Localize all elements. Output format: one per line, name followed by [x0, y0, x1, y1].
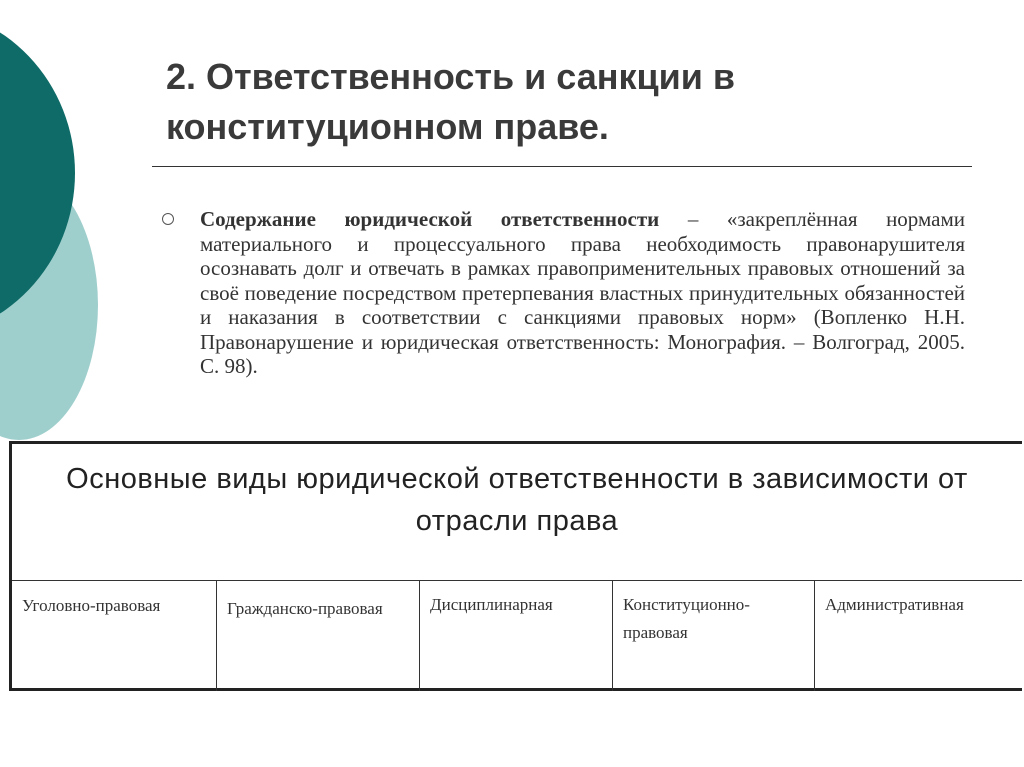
table-cell-criminal: Уголовно-правовая — [22, 596, 161, 615]
hollow-circle-bullet-icon — [162, 213, 174, 225]
table-cell-civil: Гражданско-правовая — [216, 581, 419, 691]
liability-types-table — [9, 441, 1022, 691]
title-divider — [152, 166, 972, 167]
definition-text: – «закреплённая нормами материального и процессуального права необходимость правонарушителя осознавать долг и отвечать в рамках правоприменительных правовых отношений за своё поведение посредством претерпевания властных принудительных обязанностей и наказания в соответствии с санкциями правовых норм» (Вопленко Н.Н. Правонарушение и юридическая ответственность: Монография. – Волгоград, 2005. С. 98). — [200, 207, 965, 378]
slide-title-line2: конституционном праве. — [166, 106, 609, 147]
slide-title — [166, 52, 986, 152]
definition-term: Содержание юридической ответственности — [200, 207, 660, 231]
table-cell-disciplinary: Дисциплинарная — [419, 581, 612, 691]
table-header: Основные виды юридической ответственности в зависимости от отрасли права — [12, 444, 1022, 581]
table-row — [12, 581, 1022, 691]
slide-title-line1: 2. Ответственность и санкции в — [166, 56, 736, 97]
table-cell-administrative: Административная — [814, 581, 1022, 691]
definition-paragraph — [200, 207, 965, 379]
table-cell-constitutional: Конституционно-правовая — [612, 581, 814, 691]
